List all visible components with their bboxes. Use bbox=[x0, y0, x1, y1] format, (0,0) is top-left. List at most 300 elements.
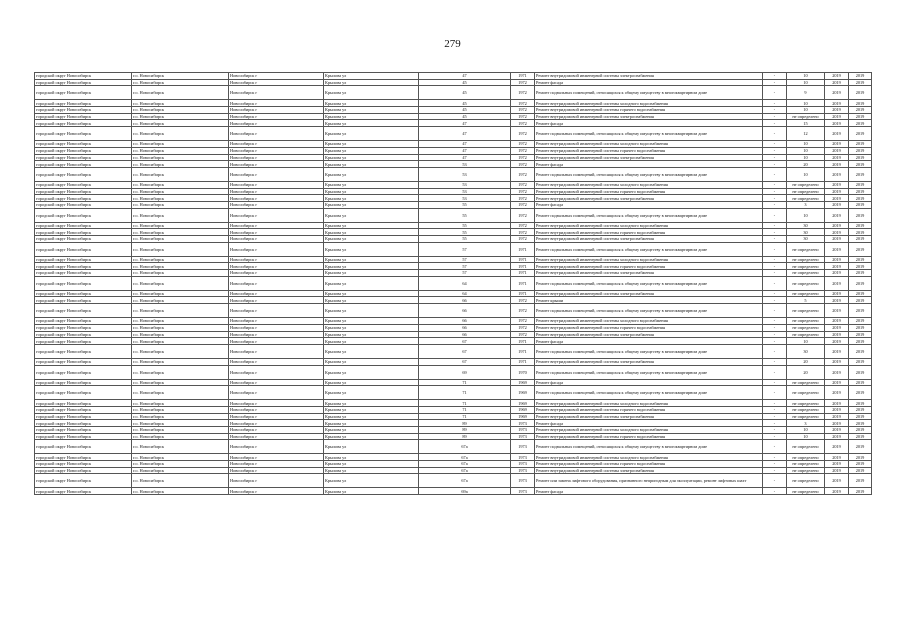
cell-dash: - bbox=[763, 201, 787, 208]
cell-end-year: 2019 bbox=[849, 488, 872, 495]
cell-end-year: 2019 bbox=[849, 188, 872, 195]
cell-street: Крылова ул bbox=[324, 86, 419, 100]
cell-dash: - bbox=[763, 242, 787, 256]
cell-end-year: 2019 bbox=[849, 195, 872, 202]
cell-end-year: 2019 bbox=[849, 208, 872, 222]
cell-dash: - bbox=[763, 304, 787, 318]
cell-house: 71 bbox=[419, 413, 511, 420]
cell-year: 1969 bbox=[511, 406, 535, 413]
cell-dash: - bbox=[763, 420, 787, 427]
cell-locality: Новосибирск г bbox=[229, 290, 324, 297]
cell-year: 1972 bbox=[511, 141, 535, 148]
table-row bbox=[35, 270, 872, 277]
cell-settlement: г.о. Новосибирск bbox=[132, 256, 229, 263]
cell-start-year: 2019 bbox=[825, 467, 849, 474]
cell-value: не определено bbox=[787, 195, 825, 202]
cell-start-year: 2019 bbox=[825, 242, 849, 256]
cell-year: 1972 bbox=[511, 79, 535, 86]
cell-locality: Новосибирск г bbox=[229, 386, 324, 400]
cell-dash: - bbox=[763, 100, 787, 107]
cell-value: не определено bbox=[787, 263, 825, 270]
table-row bbox=[35, 127, 872, 141]
cell-locality: Новосибирск г bbox=[229, 127, 324, 141]
cell-value: 30 bbox=[787, 222, 825, 229]
cell-street: Крылова ул bbox=[324, 400, 419, 407]
cell-end-year: 2019 bbox=[849, 344, 872, 358]
cell-municipality: городской округ Новосибирск bbox=[35, 440, 132, 454]
cell-street: Крылова ул bbox=[324, 201, 419, 208]
cell-value: 10 bbox=[787, 79, 825, 86]
cell-end-year: 2019 bbox=[849, 440, 872, 454]
cell-start-year: 2019 bbox=[825, 427, 849, 434]
cell-municipality: городской округ Новосибирск bbox=[35, 107, 132, 114]
cell-value: 10 bbox=[787, 100, 825, 107]
cell-settlement: г.о. Новосибирск bbox=[132, 147, 229, 154]
cell-end-year: 2019 bbox=[849, 461, 872, 468]
table-row bbox=[35, 290, 872, 297]
cell-work-type: Ремонт внутридомовой инженерной системы холодного водоснабжения bbox=[535, 427, 763, 434]
cell-locality: Новосибирск г bbox=[229, 413, 324, 420]
table-row bbox=[35, 201, 872, 208]
cell-street: Крылова ул bbox=[324, 454, 419, 461]
cell-value: 10 bbox=[787, 208, 825, 222]
cell-street: Крылова ул bbox=[324, 304, 419, 318]
cell-work-type: Ремонт внутридомовой инженерной системы электроснабжения bbox=[535, 290, 763, 297]
cell-start-year: 2019 bbox=[825, 454, 849, 461]
cell-house: 53 bbox=[419, 167, 511, 181]
cell-end-year: 2019 bbox=[849, 79, 872, 86]
cell-value: 20 bbox=[787, 358, 825, 365]
cell-locality: Новосибирск г bbox=[229, 256, 324, 263]
table-row bbox=[35, 236, 872, 243]
cell-dash: - bbox=[763, 276, 787, 290]
cell-end-year: 2019 bbox=[849, 120, 872, 127]
cell-year: 1973 bbox=[511, 467, 535, 474]
cell-house: 55 bbox=[419, 208, 511, 222]
cell-start-year: 2019 bbox=[825, 161, 849, 168]
cell-start-year: 2019 bbox=[825, 420, 849, 427]
cell-street: Крылова ул bbox=[324, 256, 419, 263]
cell-locality: Новосибирск г bbox=[229, 236, 324, 243]
cell-street: Крылова ул bbox=[324, 161, 419, 168]
cell-municipality: городской округ Новосибирск bbox=[35, 229, 132, 236]
cell-settlement: г.о. Новосибирск bbox=[132, 379, 229, 386]
cell-value: не определено bbox=[787, 331, 825, 338]
cell-locality: Новосибирск г bbox=[229, 454, 324, 461]
cell-settlement: г.о. Новосибирск bbox=[132, 141, 229, 148]
cell-year: 1971 bbox=[511, 358, 535, 365]
cell-year: 1972 bbox=[511, 167, 535, 181]
cell-end-year: 2019 bbox=[849, 222, 872, 229]
cell-municipality: городской округ Новосибирск bbox=[35, 324, 132, 331]
cell-house: 47 bbox=[419, 154, 511, 161]
cell-locality: Новосибирск г bbox=[229, 318, 324, 325]
cell-house: 55 bbox=[419, 201, 511, 208]
cell-locality: Новосибирск г bbox=[229, 344, 324, 358]
cell-settlement: г.о. Новосибирск bbox=[132, 120, 229, 127]
cell-year: 1971 bbox=[511, 263, 535, 270]
cell-work-type: Ремонт внутридомовой инженерной системы горячего водоснабжения bbox=[535, 406, 763, 413]
cell-dash: - bbox=[763, 433, 787, 440]
cell-start-year: 2019 bbox=[825, 195, 849, 202]
cell-dash: - bbox=[763, 406, 787, 413]
cell-work-type: Ремонт внутридомовой инженерной системы горячего водоснабжения bbox=[535, 147, 763, 154]
cell-work-type: Ремонт внутридомовой инженерной системы электроснабжения bbox=[535, 113, 763, 120]
cell-locality: Новосибирск г bbox=[229, 270, 324, 277]
cell-value: 9 bbox=[787, 86, 825, 100]
cell-dash: - bbox=[763, 263, 787, 270]
table-row bbox=[35, 147, 872, 154]
cell-house: 66 bbox=[419, 304, 511, 318]
cell-end-year: 2019 bbox=[849, 107, 872, 114]
cell-work-type: Ремонт внутридомовой инженерной системы холодного водоснабжения bbox=[535, 222, 763, 229]
cell-end-year: 2019 bbox=[849, 297, 872, 304]
cell-start-year: 2019 bbox=[825, 276, 849, 290]
cell-street: Крылова ул bbox=[324, 181, 419, 188]
cell-year: 1971 bbox=[511, 242, 535, 256]
cell-settlement: г.о. Новосибирск bbox=[132, 365, 229, 379]
table-row bbox=[35, 420, 872, 427]
table-row bbox=[35, 304, 872, 318]
cell-house: 71 bbox=[419, 406, 511, 413]
cell-settlement: г.о. Новосибирск bbox=[132, 290, 229, 297]
cell-dash: - bbox=[763, 229, 787, 236]
table-row bbox=[35, 297, 872, 304]
page-number: 279 bbox=[444, 38, 461, 50]
cell-settlement: г.о. Новосибирск bbox=[132, 331, 229, 338]
cell-dash: - bbox=[763, 338, 787, 345]
cell-year: 1972 bbox=[511, 297, 535, 304]
cell-municipality: городской округ Новосибирск bbox=[35, 276, 132, 290]
cell-locality: Новосибирск г bbox=[229, 427, 324, 434]
cell-dash: - bbox=[763, 290, 787, 297]
cell-end-year: 2019 bbox=[849, 141, 872, 148]
cell-work-type: Ремонт внутридомовой инженерной системы электроснабжения bbox=[535, 154, 763, 161]
cell-locality: Новосибирск г bbox=[229, 263, 324, 270]
cell-year: 1973 bbox=[511, 488, 535, 495]
cell-work-type: Ремонт фасада bbox=[535, 338, 763, 345]
cell-municipality: городской округ Новосибирск bbox=[35, 167, 132, 181]
cell-work-type: Ремонт подвальных помещений, относящихся к общему имуществу в многоквартирном доме bbox=[535, 365, 763, 379]
cell-settlement: г.о. Новосибирск bbox=[132, 181, 229, 188]
table-row bbox=[35, 100, 872, 107]
cell-municipality: городской округ Новосибирск bbox=[35, 154, 132, 161]
cell-street: Крылова ул bbox=[324, 365, 419, 379]
cell-work-type: Ремонт фасада bbox=[535, 161, 763, 168]
cell-settlement: г.о. Новосибирск bbox=[132, 167, 229, 181]
cell-dash: - bbox=[763, 222, 787, 229]
table-row bbox=[35, 86, 872, 100]
cell-dash: - bbox=[763, 86, 787, 100]
cell-work-type: Ремонт фасада bbox=[535, 488, 763, 495]
cell-end-year: 2019 bbox=[849, 379, 872, 386]
cell-house: 47 bbox=[419, 127, 511, 141]
table-row bbox=[35, 242, 872, 256]
cell-dash: - bbox=[763, 107, 787, 114]
table-row bbox=[35, 440, 872, 454]
table-row bbox=[35, 208, 872, 222]
cell-municipality: городской округ Новосибирск bbox=[35, 467, 132, 474]
cell-dash: - bbox=[763, 73, 787, 80]
cell-year: 1972 bbox=[511, 229, 535, 236]
cell-house: 67 bbox=[419, 344, 511, 358]
cell-house: 66 bbox=[419, 318, 511, 325]
cell-work-type: Ремонт внутридомовой инженерной системы холодного водоснабжения bbox=[535, 256, 763, 263]
cell-street: Крылова ул bbox=[324, 344, 419, 358]
cell-house: 47 bbox=[419, 73, 511, 80]
cell-start-year: 2019 bbox=[825, 304, 849, 318]
cell-year: 1972 bbox=[511, 208, 535, 222]
cell-dash: - bbox=[763, 147, 787, 154]
cell-locality: Новосибирск г bbox=[229, 365, 324, 379]
cell-settlement: г.о. Новосибирск bbox=[132, 467, 229, 474]
cell-end-year: 2019 bbox=[849, 324, 872, 331]
cell-end-year: 2019 bbox=[849, 236, 872, 243]
cell-street: Крылова ул bbox=[324, 433, 419, 440]
cell-street: Крылова ул bbox=[324, 420, 419, 427]
cell-municipality: городской округ Новосибирск bbox=[35, 461, 132, 468]
cell-end-year: 2019 bbox=[849, 427, 872, 434]
table-row bbox=[35, 433, 872, 440]
cell-value: 10 bbox=[787, 107, 825, 114]
cell-house: 71 bbox=[419, 386, 511, 400]
cell-locality: Новосибирск г bbox=[229, 331, 324, 338]
table-row bbox=[35, 358, 872, 365]
cell-municipality: городской округ Новосибирск bbox=[35, 222, 132, 229]
cell-house: 89 bbox=[419, 433, 511, 440]
cell-house: 45 bbox=[419, 100, 511, 107]
cell-work-type: Ремонт внутридомовой инженерной системы холодного водоснабжения bbox=[535, 141, 763, 148]
cell-house: 45 bbox=[419, 79, 511, 86]
cell-house: 47 bbox=[419, 147, 511, 154]
table-row bbox=[35, 73, 872, 80]
cell-dash: - bbox=[763, 358, 787, 365]
cell-value: 3 bbox=[787, 201, 825, 208]
cell-dash: - bbox=[763, 344, 787, 358]
cell-year: 1973 bbox=[511, 454, 535, 461]
cell-locality: Новосибирск г bbox=[229, 86, 324, 100]
table-row bbox=[35, 276, 872, 290]
cell-locality: Новосибирск г bbox=[229, 167, 324, 181]
cell-locality: Новосибирск г bbox=[229, 474, 324, 488]
cell-street: Крылова ул bbox=[324, 413, 419, 420]
cell-street: Крылова ул bbox=[324, 474, 419, 488]
cell-start-year: 2019 bbox=[825, 338, 849, 345]
cell-dash: - bbox=[763, 386, 787, 400]
cell-start-year: 2019 bbox=[825, 331, 849, 338]
cell-street: Крылова ул bbox=[324, 113, 419, 120]
cell-work-type: Ремонт подвальных помещений, относящихся к общему имуществу в многоквартирном доме bbox=[535, 344, 763, 358]
table-row bbox=[35, 181, 872, 188]
cell-end-year: 2019 bbox=[849, 406, 872, 413]
cell-house: 47 bbox=[419, 141, 511, 148]
cell-year: 1972 bbox=[511, 100, 535, 107]
cell-start-year: 2019 bbox=[825, 461, 849, 468]
cell-work-type: Ремонт фасада bbox=[535, 379, 763, 386]
cell-work-type: Ремонт внутридомовой инженерной системы электроснабжения bbox=[535, 195, 763, 202]
cell-house: 45 bbox=[419, 107, 511, 114]
cell-work-type: Ремонт внутридомовой инженерной системы электроснабжения bbox=[535, 73, 763, 80]
cell-municipality: городской округ Новосибирск bbox=[35, 331, 132, 338]
cell-year: 1971 bbox=[511, 276, 535, 290]
cell-settlement: г.о. Новосибирск bbox=[132, 358, 229, 365]
cell-house: 71 bbox=[419, 400, 511, 407]
cell-dash: - bbox=[763, 113, 787, 120]
cell-end-year: 2019 bbox=[849, 167, 872, 181]
cell-value: не определено bbox=[787, 324, 825, 331]
cell-street: Крылова ул bbox=[324, 120, 419, 127]
cell-work-type: Ремонт подвальных помещений, относящихся к общему имуществу в многоквартирном доме bbox=[535, 242, 763, 256]
cell-value: 30 bbox=[787, 236, 825, 243]
table-row bbox=[35, 344, 872, 358]
cell-street: Крылова ул bbox=[324, 154, 419, 161]
cell-year: 1971 bbox=[511, 344, 535, 358]
cell-value: 10 bbox=[787, 141, 825, 148]
cell-settlement: г.о. Новосибирск bbox=[132, 454, 229, 461]
cell-locality: Новосибирск г bbox=[229, 420, 324, 427]
cell-work-type: Ремонт внутридомовой инженерной системы холодного водоснабжения bbox=[535, 400, 763, 407]
cell-locality: Новосибирск г bbox=[229, 324, 324, 331]
cell-end-year: 2019 bbox=[849, 100, 872, 107]
cell-value: не определено bbox=[787, 379, 825, 386]
cell-settlement: г.о. Новосибирск bbox=[132, 461, 229, 468]
cell-dash: - bbox=[763, 141, 787, 148]
table-row bbox=[35, 195, 872, 202]
cell-house: 67а bbox=[419, 474, 511, 488]
cell-municipality: городской округ Новосибирск bbox=[35, 358, 132, 365]
cell-municipality: городской округ Новосибирск bbox=[35, 406, 132, 413]
cell-end-year: 2019 bbox=[849, 201, 872, 208]
cell-locality: Новосибирск г bbox=[229, 242, 324, 256]
cell-locality: Новосибирск г bbox=[229, 467, 324, 474]
cell-street: Крылова ул bbox=[324, 297, 419, 304]
table-row bbox=[35, 167, 872, 181]
table-row bbox=[35, 256, 872, 263]
cell-street: Крылова ул bbox=[324, 222, 419, 229]
table-row bbox=[35, 386, 872, 400]
cell-dash: - bbox=[763, 324, 787, 331]
cell-start-year: 2019 bbox=[825, 400, 849, 407]
cell-work-type: Ремонт подвальных помещений, относящихся к общему имуществу в многоквартирном доме bbox=[535, 86, 763, 100]
cell-settlement: г.о. Новосибирск bbox=[132, 386, 229, 400]
cell-work-type: Ремонт внутридомовой инженерной системы горячего водоснабжения bbox=[535, 263, 763, 270]
cell-end-year: 2019 bbox=[849, 113, 872, 120]
cell-locality: Новосибирск г bbox=[229, 147, 324, 154]
cell-dash: - bbox=[763, 413, 787, 420]
cell-house: 67а bbox=[419, 454, 511, 461]
cell-work-type: Ремонт внутридомовой инженерной системы горячего водоснабжения bbox=[535, 107, 763, 114]
cell-end-year: 2019 bbox=[849, 161, 872, 168]
table-row bbox=[35, 406, 872, 413]
cell-settlement: г.о. Новосибирск bbox=[132, 127, 229, 141]
cell-locality: Новосибирск г bbox=[229, 229, 324, 236]
cell-locality: Новосибирск г bbox=[229, 181, 324, 188]
cell-dash: - bbox=[763, 454, 787, 461]
cell-year: 1971 bbox=[511, 338, 535, 345]
table-row bbox=[35, 413, 872, 420]
cell-locality: Новосибирск г bbox=[229, 276, 324, 290]
cell-street: Крылова ул bbox=[324, 427, 419, 434]
cell-dash: - bbox=[763, 474, 787, 488]
table-row bbox=[35, 318, 872, 325]
cell-house: 64 bbox=[419, 276, 511, 290]
cell-work-type: Ремонт внутридомовой инженерной системы электроснабжения bbox=[535, 236, 763, 243]
cell-dash: - bbox=[763, 79, 787, 86]
cell-value: не определено bbox=[787, 386, 825, 400]
cell-settlement: г.о. Новосибирск bbox=[132, 222, 229, 229]
cell-municipality: городской округ Новосибирск bbox=[35, 147, 132, 154]
cell-year: 1972 bbox=[511, 107, 535, 114]
cell-street: Крылова ул bbox=[324, 107, 419, 114]
cell-settlement: г.о. Новосибирск bbox=[132, 270, 229, 277]
cell-locality: Новосибирск г bbox=[229, 188, 324, 195]
cell-end-year: 2019 bbox=[849, 304, 872, 318]
cell-locality: Новосибирск г bbox=[229, 100, 324, 107]
cell-house: 57 bbox=[419, 256, 511, 263]
cell-year: 1972 bbox=[511, 222, 535, 229]
cell-house: 57 bbox=[419, 242, 511, 256]
cell-municipality: городской округ Новосибирск bbox=[35, 344, 132, 358]
cell-end-year: 2019 bbox=[849, 467, 872, 474]
table-row bbox=[35, 467, 872, 474]
cell-municipality: городской округ Новосибирск bbox=[35, 86, 132, 100]
cell-settlement: г.о. Новосибирск bbox=[132, 400, 229, 407]
cell-end-year: 2019 bbox=[849, 73, 872, 80]
table-row bbox=[35, 154, 872, 161]
cell-house: 67а bbox=[419, 440, 511, 454]
cell-house: 67 bbox=[419, 358, 511, 365]
cell-work-type: Ремонт внутридомовой инженерной системы горячего водоснабжения bbox=[535, 433, 763, 440]
cell-end-year: 2019 bbox=[849, 181, 872, 188]
cell-dash: - bbox=[763, 256, 787, 263]
cell-settlement: г.о. Новосибирск bbox=[132, 420, 229, 427]
cell-settlement: г.о. Новосибирск bbox=[132, 338, 229, 345]
cell-value: не определено bbox=[787, 290, 825, 297]
cell-municipality: городской округ Новосибирск bbox=[35, 201, 132, 208]
cell-municipality: городской округ Новосибирск bbox=[35, 208, 132, 222]
cell-year: 1970 bbox=[511, 365, 535, 379]
cell-work-type: Ремонт подвальных помещений, относящихся к общему имуществу в многоквартирном доме bbox=[535, 304, 763, 318]
cell-locality: Новосибирск г bbox=[229, 297, 324, 304]
cell-work-type: Ремонт фасада bbox=[535, 420, 763, 427]
cell-start-year: 2019 bbox=[825, 113, 849, 120]
cell-locality: Новосибирск г bbox=[229, 107, 324, 114]
cell-year: 1972 bbox=[511, 318, 535, 325]
cell-locality: Новосибирск г bbox=[229, 154, 324, 161]
cell-end-year: 2019 bbox=[849, 290, 872, 297]
cell-end-year: 2019 bbox=[849, 256, 872, 263]
table-row bbox=[35, 474, 872, 488]
cell-end-year: 2019 bbox=[849, 420, 872, 427]
cell-start-year: 2019 bbox=[825, 79, 849, 86]
cell-work-type: Ремонт подвальных помещений, относящихся к общему имуществу в многоквартирном доме bbox=[535, 440, 763, 454]
cell-year: 1972 bbox=[511, 324, 535, 331]
cell-end-year: 2019 bbox=[849, 454, 872, 461]
cell-dash: - bbox=[763, 427, 787, 434]
cell-municipality: городской округ Новосибирск bbox=[35, 73, 132, 80]
cell-start-year: 2019 bbox=[825, 358, 849, 365]
cell-settlement: г.о. Новосибирск bbox=[132, 73, 229, 80]
cell-start-year: 2019 bbox=[825, 229, 849, 236]
cell-end-year: 2019 bbox=[849, 147, 872, 154]
cell-end-year: 2019 bbox=[849, 358, 872, 365]
cell-value: 10 bbox=[787, 167, 825, 181]
cell-work-type: Ремонт внутридомовой инженерной системы электроснабжения bbox=[535, 358, 763, 365]
cell-house: 67а bbox=[419, 467, 511, 474]
cell-settlement: г.о. Новосибирск bbox=[132, 113, 229, 120]
cell-municipality: городской округ Новосибирск bbox=[35, 304, 132, 318]
cell-end-year: 2019 bbox=[849, 474, 872, 488]
